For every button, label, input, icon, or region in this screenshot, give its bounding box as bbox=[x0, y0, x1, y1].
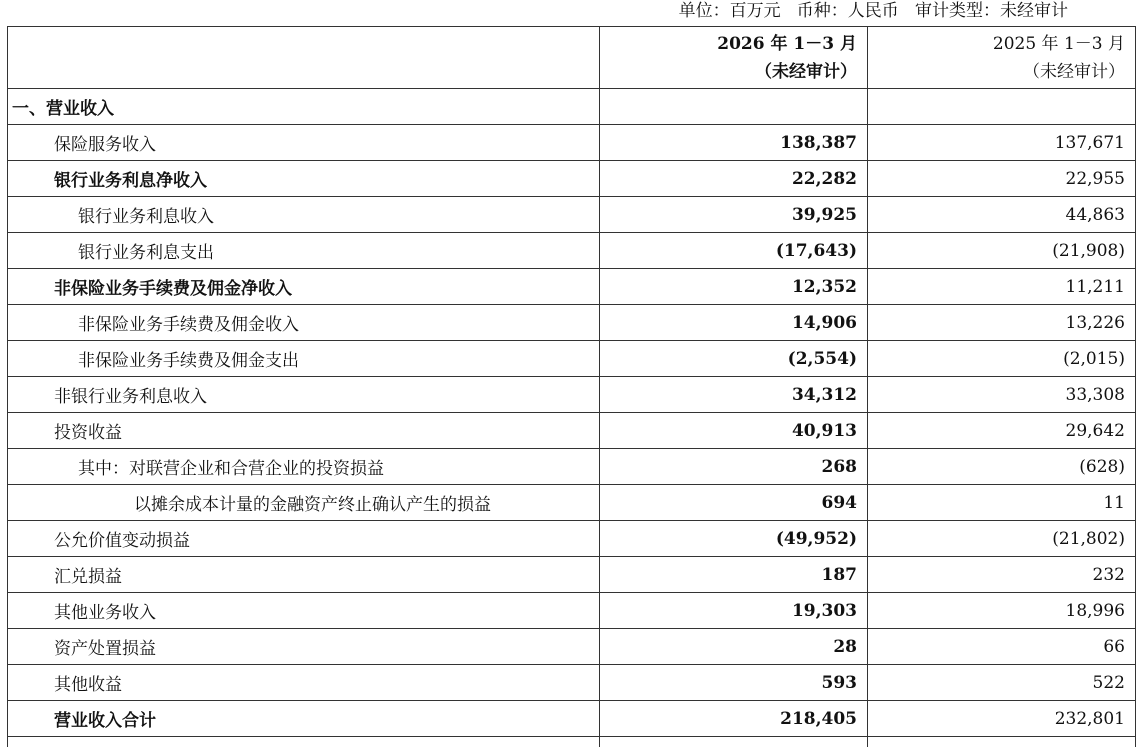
row-label: 投资收益 bbox=[8, 413, 600, 449]
table-row bbox=[8, 701, 1136, 737]
current-period-value: (2,554) bbox=[600, 341, 868, 377]
prior-period-value: 11 bbox=[868, 485, 1136, 521]
table-row-cutoff bbox=[8, 737, 1136, 747]
row-label: 非保险业务手续费及佣金净收入 bbox=[8, 269, 600, 305]
header-prior-period bbox=[868, 27, 1136, 89]
table-row bbox=[8, 665, 1136, 701]
prior-period-value: 232 bbox=[868, 557, 1136, 593]
current-period-value: 34,312 bbox=[600, 377, 868, 413]
current-period-value: 694 bbox=[600, 485, 868, 521]
table-row bbox=[8, 485, 1136, 521]
prior-period-value: 11,211 bbox=[868, 269, 1136, 305]
current-period-value: (17,643) bbox=[600, 233, 868, 269]
income-statement-table bbox=[7, 26, 1136, 747]
prior-period-value: 522 bbox=[868, 665, 1136, 701]
table-row bbox=[8, 449, 1136, 485]
table-row bbox=[8, 593, 1136, 629]
table-row bbox=[8, 521, 1136, 557]
current-period-value: 12,352 bbox=[600, 269, 868, 305]
table-body bbox=[8, 89, 1136, 747]
prior-period-value: 22,955 bbox=[868, 161, 1136, 197]
table-row bbox=[8, 629, 1136, 665]
current-period-value: 218,405 bbox=[600, 701, 868, 737]
current-period-value: 187 bbox=[600, 557, 868, 593]
cutoff-cell bbox=[600, 737, 868, 747]
table-row bbox=[8, 341, 1136, 377]
unit-currency-audit-line: 单位：百万元 币种：人民币 审计类型：未经审计 bbox=[679, 0, 1068, 26]
current-period-value: 19,303 bbox=[600, 593, 868, 629]
current-period-value: (49,952) bbox=[600, 521, 868, 557]
table-row bbox=[8, 125, 1136, 161]
current-period-value: 593 bbox=[600, 665, 868, 701]
prior-period-value: 66 bbox=[868, 629, 1136, 665]
table-row bbox=[8, 161, 1136, 197]
current-period-note: （未经审计） bbox=[610, 58, 857, 86]
prior-period-value: (2,015) bbox=[868, 341, 1136, 377]
table-row bbox=[8, 557, 1136, 593]
row-label: 其他收益 bbox=[8, 665, 600, 701]
row-label: 资产处置损益 bbox=[8, 629, 600, 665]
table-row bbox=[8, 305, 1136, 341]
header-label-cell bbox=[8, 27, 600, 89]
table-row bbox=[8, 89, 1136, 125]
table-row bbox=[8, 413, 1136, 449]
table-header-row bbox=[8, 27, 1136, 89]
row-label: 银行业务利息净收入 bbox=[8, 161, 600, 197]
prior-period-value bbox=[868, 89, 1136, 125]
prior-period-value: 137,671 bbox=[868, 125, 1136, 161]
current-period-value: 40,913 bbox=[600, 413, 868, 449]
row-label: 汇兑损益 bbox=[8, 557, 600, 593]
prior-period-value: 232,801 bbox=[868, 701, 1136, 737]
row-label: 营业收入合计 bbox=[8, 701, 600, 737]
row-label: 公允价值变动损益 bbox=[8, 521, 600, 557]
prior-period-value: 33,308 bbox=[868, 377, 1136, 413]
row-label: 一、营业收入 bbox=[8, 89, 600, 125]
current-period-value: 28 bbox=[600, 629, 868, 665]
current-period-value: 39,925 bbox=[600, 197, 868, 233]
row-label: 其他业务收入 bbox=[8, 593, 600, 629]
table-row bbox=[8, 377, 1136, 413]
table-row bbox=[8, 233, 1136, 269]
current-period-value: 138,387 bbox=[600, 125, 868, 161]
current-period-value: 14,906 bbox=[600, 305, 868, 341]
current-period-value: 268 bbox=[600, 449, 868, 485]
prior-period-value: (628) bbox=[868, 449, 1136, 485]
cutoff-cell bbox=[868, 737, 1136, 747]
prior-period-value: 18,996 bbox=[868, 593, 1136, 629]
row-label: 非保险业务手续费及佣金支出 bbox=[8, 341, 600, 377]
current-period-label: 2026 年 1－3 月 bbox=[610, 30, 857, 58]
current-period-value: 22,282 bbox=[600, 161, 868, 197]
row-label: 银行业务利息收入 bbox=[8, 197, 600, 233]
table-row bbox=[8, 269, 1136, 305]
header-current-period bbox=[600, 27, 868, 89]
prior-period-value: 13,226 bbox=[868, 305, 1136, 341]
table-row bbox=[8, 197, 1136, 233]
prior-period-value: 29,642 bbox=[868, 413, 1136, 449]
prior-period-value: (21,802) bbox=[868, 521, 1136, 557]
current-period-value bbox=[600, 89, 868, 125]
row-label: 保险服务收入 bbox=[8, 125, 600, 161]
row-label: 以摊余成本计量的金融资产终止确认产生的损益 bbox=[8, 485, 600, 521]
prior-period-value: 44,863 bbox=[868, 197, 1136, 233]
prior-period-note: （未经审计） bbox=[878, 58, 1125, 86]
row-label: 非银行业务利息收入 bbox=[8, 377, 600, 413]
row-label: 银行业务利息支出 bbox=[8, 233, 600, 269]
row-label: 其中：对联营企业和合营企业的投资损益 bbox=[8, 449, 600, 485]
prior-period-value: (21,908) bbox=[868, 233, 1136, 269]
cutoff-cell bbox=[8, 737, 600, 747]
row-label: 非保险业务手续费及佣金收入 bbox=[8, 305, 600, 341]
prior-period-label: 2025 年 1－3 月 bbox=[878, 30, 1125, 58]
